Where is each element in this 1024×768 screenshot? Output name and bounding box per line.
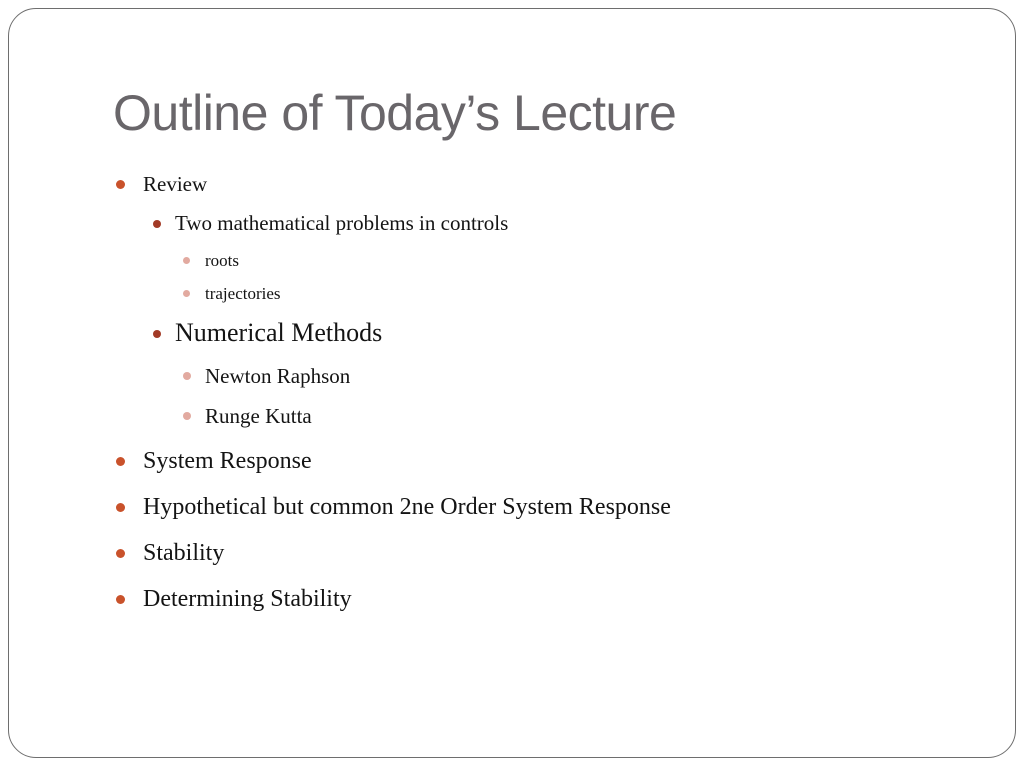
bullet-dot-icon [183,257,190,264]
bullet-dot-icon [116,503,125,512]
bullet-dot-icon [116,595,125,604]
bullet-item-second-order-response [143,495,671,519]
bullet-text: roots [205,251,239,270]
bullet-item-runge-kutta [205,406,312,427]
bullet-item-review [143,174,207,195]
bullet-dot-icon [183,412,191,420]
bullet-item-determining-stability [143,587,352,611]
bullet-dot-icon [153,220,161,228]
bullet-dot-icon [183,372,191,380]
bullet-text: trajectories [205,284,281,303]
bullet-text: Determining Stability [143,586,352,612]
bullet-dot-icon [183,290,190,297]
bullet-item-roots [205,252,239,269]
bullet-text: Numerical Methods [175,318,383,347]
bullet-dot-icon [116,180,125,189]
bullet-item-newton-raphson [205,366,350,387]
bullet-text: Hypothetical but common 2ne Order System Response [143,494,671,520]
bullet-item-stability [143,541,224,565]
bullet-text: System Response [143,448,312,474]
bullet-item-trajectories [205,285,281,302]
slide-title: Outline of Today’s Lecture [113,85,677,141]
bullet-item-two-problems [175,213,508,234]
bullet-dot-icon [116,457,125,466]
bullet-text: Stability [143,540,225,566]
bullet-item-system-response [143,449,312,473]
bullet-text: Newton Raphson [205,364,351,388]
bullet-item-numerical-methods [175,320,382,346]
bullet-dot-icon [116,549,125,558]
bullet-text: Review [143,172,208,196]
bullet-text: Two mathematical problems in controls [175,211,509,235]
bullet-text: Runge Kutta [205,404,312,428]
bullet-dot-icon [153,330,161,338]
